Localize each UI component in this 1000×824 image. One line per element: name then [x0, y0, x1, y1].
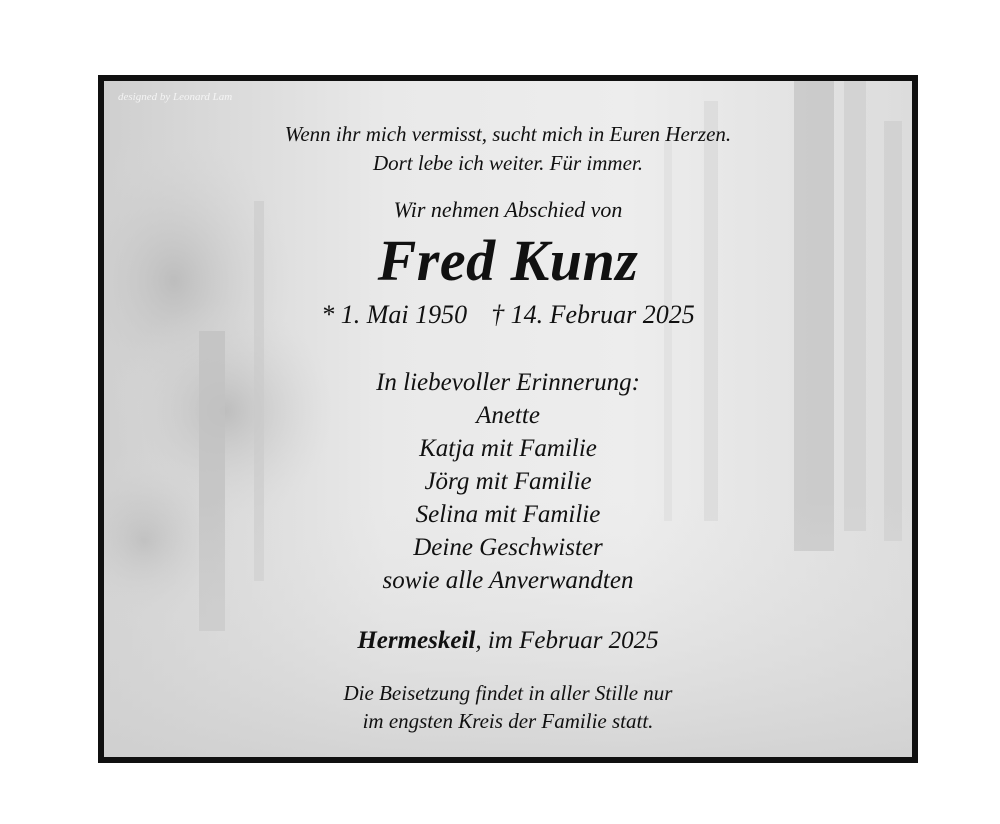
- place-and-date: [104, 627, 912, 655]
- mourner-name: Katja mit Familie: [419, 435, 597, 462]
- mourner-name: Selina mit Familie: [415, 501, 601, 528]
- mourner-name: sowie alle Anverwandten: [382, 567, 634, 594]
- quote-line-1: Wenn ihr mich vermisst, sucht mich in Euren Herzen.: [284, 122, 732, 146]
- place-date: , im Februar 2025: [475, 627, 659, 654]
- obituary-frame: [98, 75, 918, 763]
- mourners-heading: In liebevoller Erinnerung:: [376, 369, 640, 396]
- mourner-name: Jörg mit Familie: [424, 468, 592, 495]
- life-dates: [104, 300, 912, 330]
- birth-date: * 1. Mai 1950: [321, 300, 468, 329]
- intro-text: Wir nehmen Abschied von: [393, 197, 623, 222]
- quote-line-2: Dort lebe ich weiter. Für immer.: [372, 151, 644, 175]
- photo-credit: designed by Leonard Lam: [118, 91, 233, 103]
- burial-note-line-1: Die Beisetzung findet in aller Stille nur: [343, 681, 673, 705]
- mourner-name: Deine Geschwister: [413, 534, 603, 561]
- burial-note-line-2: im engsten Kreis der Familie statt.: [362, 709, 654, 733]
- deceased-name: Fred Kunz: [377, 228, 639, 293]
- mourner-name: Anette: [476, 402, 540, 429]
- death-date: † 14. Februar 2025: [491, 300, 695, 329]
- obituary-text: [104, 81, 912, 757]
- place-town: Hermeskeil: [357, 627, 476, 654]
